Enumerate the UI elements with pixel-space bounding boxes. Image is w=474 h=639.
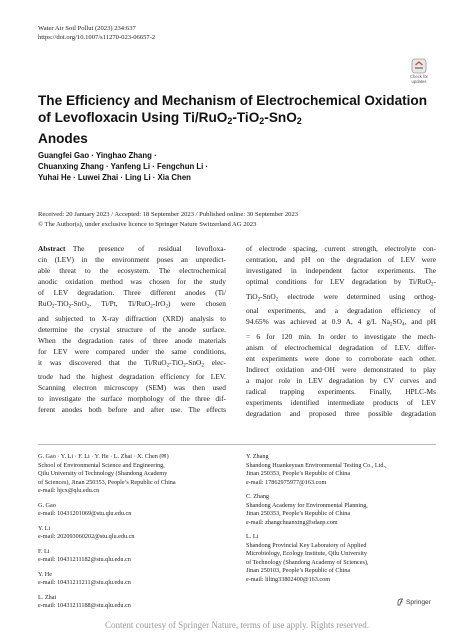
- affiliation-authors: F. Li: [38, 547, 50, 555]
- received-dates: Received: 20 January 2023 / Accepted: 18 September 2023 / Published online: 30 September 2023: [38, 211, 299, 218]
- author-line: Chuanxing Zhang · Yanfeng Li · Fengchun Li ·: [38, 162, 209, 171]
- title-part-1: The Efficiency and Mechanism of Electrochemical Oxidation of Levofloxacin Using Ti/RuO: [38, 93, 428, 125]
- affiliation-email[interactable]: e-mail: 17862975977@163.com: [246, 478, 327, 486]
- affiliation-address: Jinan 250103, People’s Republic of China: [246, 567, 351, 574]
- affiliation-address: School of Environmental Science and Engineering,: [38, 461, 165, 469]
- affiliation-address: Shandong Provincial Key Laboratory of Applied: [246, 541, 367, 549]
- publisher-logo: [396, 598, 431, 606]
- affiliation-block: [38, 594, 228, 611]
- abstract-line: a major role in LEV degradation by CV curves and: [246, 375, 436, 385]
- author-line: Yuhai He · Luwei Zhai · Ling Li · Xia Chen: [38, 173, 191, 182]
- abstract-line: Scanning electron microscopy (SEM) was then used: [38, 383, 226, 392]
- affiliation-authors: G. Gao: [38, 501, 56, 509]
- affiliation-address: Shandong Huankeyuan Environmental Testing Co., Ltd.,: [246, 461, 387, 469]
- check-for-updates-icon: [411, 58, 427, 74]
- affiliation-email[interactable]: e-mail: liling33802400@163.com: [246, 575, 331, 583]
- abstract-line: RuO$_2$-TiO$_2$-SnO$_2$, Ti/Pt, Ti/RuO$_2$-IrO$_2$) were chosen: [38, 299, 226, 310]
- affiliation-address: Qilu University of Technology (Shandong Academy: [38, 470, 168, 477]
- abstract-line: anism of electrochemical degradation of LEV, differ-: [246, 342, 436, 352]
- publisher-name: Springer: [406, 598, 431, 606]
- abstract-line: investigated in independent factor experiments. The: [246, 266, 436, 275]
- abstract-line: When the degradation rates of three anode materials: [38, 335, 226, 345]
- affiliation-email[interactable]: e-mail: 10431211211@stu.qlu.edu.cn: [38, 579, 131, 586]
- title-sub-1: 2: [227, 116, 233, 126]
- abstract-line: centration, and pH on the degradation of LEV were: [246, 255, 436, 264]
- abstract-line: trode had the highest degradation efficiency for LEV.: [38, 372, 226, 381]
- abstract-line: TiO$_2$-SnO$_2$ electrode were determined using orthog-: [246, 291, 436, 302]
- affiliation-authors: Y. He: [38, 570, 52, 578]
- abstract-line: experiments identified intermediate products of LEV: [246, 397, 436, 407]
- check-for-updates-badge[interactable]: [404, 58, 434, 84]
- title-part-4: Anodes: [38, 131, 88, 146]
- affiliation-address: of Sciences), Jinan 250353, People’s Republic of China: [38, 478, 176, 486]
- abstract-line: ent experiments were done to corroborate each other.: [246, 353, 436, 363]
- abstract-line: radical trapping experiments. Finally, HPLC-Ms: [246, 386, 436, 396]
- affiliation-authors: G. Gao · Y. Li · F. Li · Y. He · L. Zhai · X. Chen (✉): [38, 453, 169, 460]
- title-sub-3: 2: [296, 116, 302, 126]
- affiliation-divider: [38, 444, 436, 445]
- abstract-line: cin (LEV) in the environment poses an unpredict-: [38, 255, 226, 264]
- affiliation-block: [246, 453, 436, 487]
- publication-dates: [38, 210, 438, 229]
- affiliations-left: [38, 453, 228, 617]
- affiliation-block: [38, 571, 228, 588]
- abstract-left-column: [38, 243, 226, 415]
- abstract-line: anodic oxidation method was chosen for the study: [38, 277, 226, 286]
- affiliation-block: [38, 548, 228, 565]
- affiliation-block: [246, 493, 436, 527]
- journal-header: [38, 24, 155, 42]
- check-for-updates-label-1: Check for: [410, 74, 428, 79]
- copyright-notice: © The Author(s), under exclusive licence to Springer Nature Switzerland AG 2023: [38, 220, 257, 228]
- affiliation-email[interactable]: e-mail: 10431211188@stu.qlu.edu.cn: [38, 602, 131, 609]
- abstract-line: of electrode spacing, current strength, electrolyte con-: [246, 244, 436, 253]
- affiliation-address: Shandong Academy for Environmental Planning,: [246, 501, 368, 509]
- abstract-line: of LEV degradation. Three different anodes (Ti/: [38, 288, 226, 297]
- abstract-right-column: [246, 243, 436, 419]
- affiliation-address: Jinan 250353, People’s Republic of China: [246, 510, 351, 517]
- abstract-line: Abstract The presence of residual levofloxa-: [38, 244, 226, 253]
- affiliation-address: Microbiology, Ecology Institute, Qilu University: [246, 550, 367, 557]
- abstract-line: determine the crystal structure of the anode surface.: [38, 324, 226, 334]
- title-part-3: -SnO: [264, 110, 297, 125]
- abstract-line: 94.65% was achieved at 0.9 A, 4 g/L $Na_2SO_4$, and pH: [246, 317, 436, 328]
- affiliation-email[interactable]: e-mail: 10431201069@stu.qlu.edu.cn: [38, 510, 132, 517]
- abstract-line: and subjected to X-ray diffraction (XRD) analysis to: [38, 313, 226, 323]
- affiliation-block: [38, 502, 228, 519]
- check-for-updates-label-2: updates: [411, 79, 427, 84]
- affiliation-authors: Y. Li: [38, 524, 51, 532]
- affiliation-authors: L. Zhai: [38, 593, 57, 601]
- abstract-line: degradation and proposed three possible degradation: [246, 408, 436, 418]
- affiliation-address: Jinan 250353, People’s Republic of China: [246, 470, 351, 477]
- author-line: Guangfei Gao · Yinghao Zhang ·: [38, 151, 157, 160]
- title-part-2: -TiO: [232, 110, 260, 125]
- abstract-line: to investigate the surface morphology of the three dif-: [38, 394, 226, 403]
- affiliation-block: [246, 533, 436, 584]
- abstract-line: for LEV were compared under the same conditions,: [38, 346, 226, 356]
- affiliation-authors: Y. Zhang: [246, 453, 269, 460]
- affiliation-email[interactable]: e-mail: 10431211182@stu.qlu.edu.cn: [38, 556, 131, 563]
- springer-horse-icon: [396, 598, 404, 606]
- abstract-line: it was discovered that the Ti/RuO$_2$-TiO$_2$-SnO$_2$ elec-: [38, 357, 226, 368]
- abstract-line: onal experiments, and a degradation efficiency of: [246, 306, 436, 315]
- abstract-line: optimal conditions for LEV degradation by Ti/RuO$_2$-: [246, 277, 436, 288]
- affiliation-authors: L. Li: [246, 533, 259, 540]
- affiliation-email[interactable]: e-mail: 202093060202@stu.qlu.edu.cn: [38, 533, 135, 540]
- footer-notice: Content courtesy of Springer Nature, terms of use apply. Rights reserved.: [104, 620, 370, 630]
- title-sub-2: 2: [259, 116, 265, 126]
- affiliation-block: [38, 525, 228, 542]
- journal-doi[interactable]: https://doi.org/10.1007/s11270-023-06657-2: [38, 34, 156, 41]
- abstract-heading: Abstract: [38, 244, 66, 253]
- abstract-line: Indirect oxidation and·OH were demonstrated to play: [246, 364, 436, 374]
- abstract-line: = 6 for 120 min. In order to investigate the mech-: [246, 331, 436, 341]
- abstract-line: able threat to the ecosystem. The electrochemical: [38, 266, 226, 275]
- affiliation-block: [38, 453, 228, 496]
- abstract-line: ferent anodes both before and after use. The effects: [38, 405, 226, 414]
- affiliation-email[interactable]: e-mail: hjcx@qlu.edu.cn: [38, 487, 100, 494]
- affiliation-authors: C. Zhang: [246, 493, 270, 500]
- journal-citation: Water Air Soil Pollut (2023) 234:637: [38, 25, 136, 32]
- affiliation-address: of Technology (Shandong Academy of Sciences),: [246, 558, 369, 566]
- affiliations-right: [246, 453, 436, 590]
- author-list: [38, 150, 368, 183]
- article-title: [38, 92, 438, 147]
- affiliation-email[interactable]: e-mail: zhangchuanxing@sdaep.com: [246, 518, 338, 526]
